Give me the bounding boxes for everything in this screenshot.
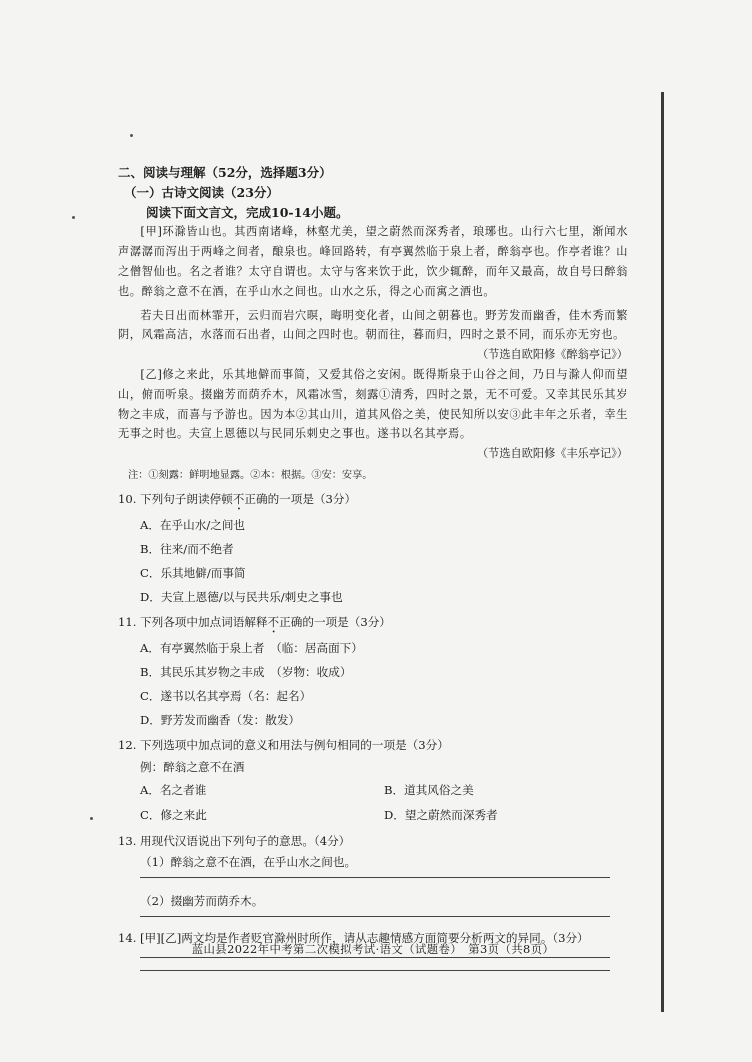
exam-content	[118, 163, 628, 983]
scan-speck	[130, 134, 133, 137]
answer-line[interactable]	[140, 877, 610, 878]
passage-jia-source: （节选自欧阳修《醉翁亭记》）	[476, 348, 628, 362]
q13-item-2: （2）掇幽芳而荫乔木。	[140, 894, 264, 909]
emphasis-dot-word: 不	[232, 491, 245, 506]
question-number: 14.	[118, 931, 137, 946]
reading-instruction: 阅读下面文言文，完成10-14小题。	[146, 204, 349, 220]
answer-line[interactable]	[140, 957, 610, 958]
subsection-title: （一）古诗文阅读（23分）	[124, 184, 279, 200]
passage-jia-p2: 若夫日出而林霏开，云归而岩穴暝，晦明变化者，山间之朝暮也。野芳发而幽香，佳木秀而繁阴，风霜高洁，水落而石出者，山间之四时也。朝而往，暮而归，四时之景不同，而乐亦无穷也。	[118, 308, 628, 342]
q10-option-c[interactable]: C．乐其地僻/而事简	[140, 565, 246, 580]
q12-option-b[interactable]: B．道其风俗之美	[384, 782, 474, 797]
scan-speck	[90, 817, 93, 820]
q11-option-d[interactable]: D．野芳发而幽香（发：散发）	[140, 712, 301, 727]
q12-options	[140, 778, 628, 828]
scan-speck	[72, 216, 75, 219]
q11-option-c[interactable]: C．遂书以名其亭焉（名：起名）	[140, 688, 312, 703]
q12-option-d[interactable]: D．望之蔚然而深秀者	[384, 807, 498, 822]
question-number: 12.	[118, 737, 137, 752]
q10-option-d[interactable]: D．夫宣上恩德/以与民共乐/刺史之事也	[140, 589, 343, 604]
q13-item-1: （1）醉翁之意不在酒，在乎山水之间也。	[140, 855, 357, 870]
question-number: 10.	[118, 491, 137, 506]
emphasis-dot-word: 不	[267, 614, 280, 629]
question-11: 11. 下列各项中加点词语解释不正确的一项是（3分）	[118, 613, 628, 636]
q10-option-b[interactable]: B．往来/而不绝者	[140, 541, 234, 556]
passage-yi-source: （节选自欧阳修《丰乐亭记》）	[476, 447, 628, 461]
section-title: 二、阅读与理解（52分，选择题3分）	[118, 165, 332, 180]
question-12: 12. 下列选项中加点词的意义和用法与例句相同的一项是（3分）	[118, 736, 628, 756]
question-10: 10. 下列句子朗读停顿不正确的一项是（3分）	[118, 490, 628, 513]
annotation-notes: 注：①刻露：鲜明地显露。②本：根据。③安：安享。	[128, 469, 373, 481]
scan-edge-line	[661, 92, 664, 1012]
question-number: 11.	[118, 614, 137, 629]
page-footer: 蓝山县2022年中考第二次模拟考试·语文（试题卷） 第3页（共8页）	[191, 942, 555, 956]
question-13: 13. 用现代汉语说出下列句子的意思。（4分）	[118, 832, 628, 852]
q11-option-a[interactable]: A．有亭翼然临于泉上者 （临：居高面下）	[140, 640, 363, 655]
q12-option-a[interactable]: A．名之者谁	[140, 782, 207, 797]
q10-option-a[interactable]: A．在乎山水/之间也	[140, 517, 246, 532]
question-number: 13.	[118, 833, 137, 848]
passage-jia-p1: [甲]环滁皆山也。其西南诸峰，林壑尤美，望之蔚然而深秀者，琅琊也。山行六七里，渐闻水声潺潺而泻出于两峰之间者，酿泉也。峰回路转，有亭翼然临于泉上者，醉翁亭也。作亭者谁？山之僧智仙也。名之者谁？太守自谓也。太守与客来饮于此，饮少辄醉，而年又最高，故自号曰醉翁也。醉翁之意不在酒，在乎山水之间也。山水之乐，得之心而寓之酒也。	[118, 225, 628, 298]
q12-example: 例：醉翁之意不在酒	[140, 759, 245, 774]
answer-line[interactable]	[140, 916, 610, 917]
passage-yi-p1: [乙]修之来此，乐其地僻而事简，又爱其俗之安闲。既得斯泉于山谷之间，乃日与滁人仰而望山，俯而听泉。掇幽芳而荫乔木，风霜冰雪，刻露①清秀，四时之景，无不可爱。又幸其民乐其岁物之丰成，而喜与予游也。因为本②其山川，道其风俗之美，使民知所以安③此丰年之乐者，幸生无事之时也。夫宣上恩德以与民同乐刺史之事也。遂书以名其亭焉。	[118, 367, 628, 441]
q12-option-c[interactable]: C．修之来此	[140, 807, 207, 822]
question-14: 14. [甲][乙]两文均是作者贬官滁州时所作，请从志趣情感方面简要分析两文的异同。（3分）	[118, 929, 628, 949]
answer-line[interactable]	[140, 970, 610, 971]
q11-option-b[interactable]: B．其民乐其岁物之丰成 （岁物：收成）	[140, 664, 352, 679]
